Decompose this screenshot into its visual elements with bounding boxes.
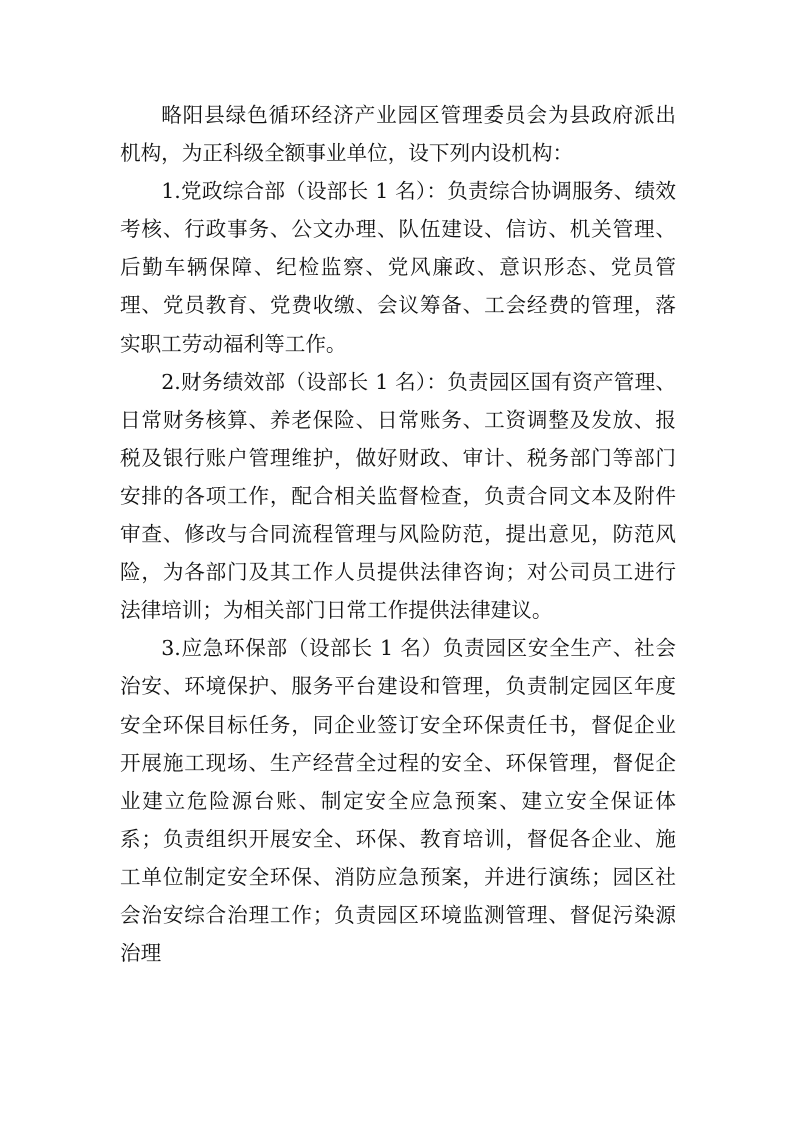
party-admin-dept-paragraph: 1.党政综合部（设部长 1 名）：负责综合协调服务、绩效考核、行政事务、公文办理、队伍建设、信访、机关管理、后勤车辆保障、纪检监察、党风廉政、意识形态、党员管理、党员教育、党费收缴、会议筹备、工会经费的管理，落实职工劳动福利等工作。: [120, 179, 676, 356]
finance-performance-dept-paragraph: 2.财务绩效部（设部长 1 名）：负责园区国有资产管理、日常财务核算、养老保险、日常账务、工资调整及发放、报税及银行账户管理维护，做好财政、审计、税务部门等部门安排的各项工作，配合相关监督检查，负责合同文本及附件审查、修改与合同流程管理与风险防范，提出意见，防范风险，为各部门及其工作人员提供法律咨询；对公司员工进行法律培训；为相关部门日常工作提供法律建议。: [120, 369, 676, 623]
intro-paragraph: 略阳县绿色循环经济产业园区管理委员会为县政府派出机构，为正科级全额事业单位，设下列内设机构：: [120, 103, 676, 166]
document-body: [120, 96, 676, 972]
emergency-environment-dept-paragraph: 3.应急环保部（设部长 1 名）负责园区安全生产、社会治安、环境保护、服务平台建设和管理，负责制定园区年度安全环保目标任务，同企业签订安全环保责任书，督促企业开展施工现场、生产经营全过程的安全、环保管理，督促企业建立危险源台账、制定安全应急预案、建立安全保证体系；负责组织开展安全、环保、教育培训，督促各企业、施工单位制定安全环保、消防应急预案，并进行演练；园区社会治安综合治理工作；负责园区环境监测管理、督促污染源治理: [120, 636, 676, 966]
